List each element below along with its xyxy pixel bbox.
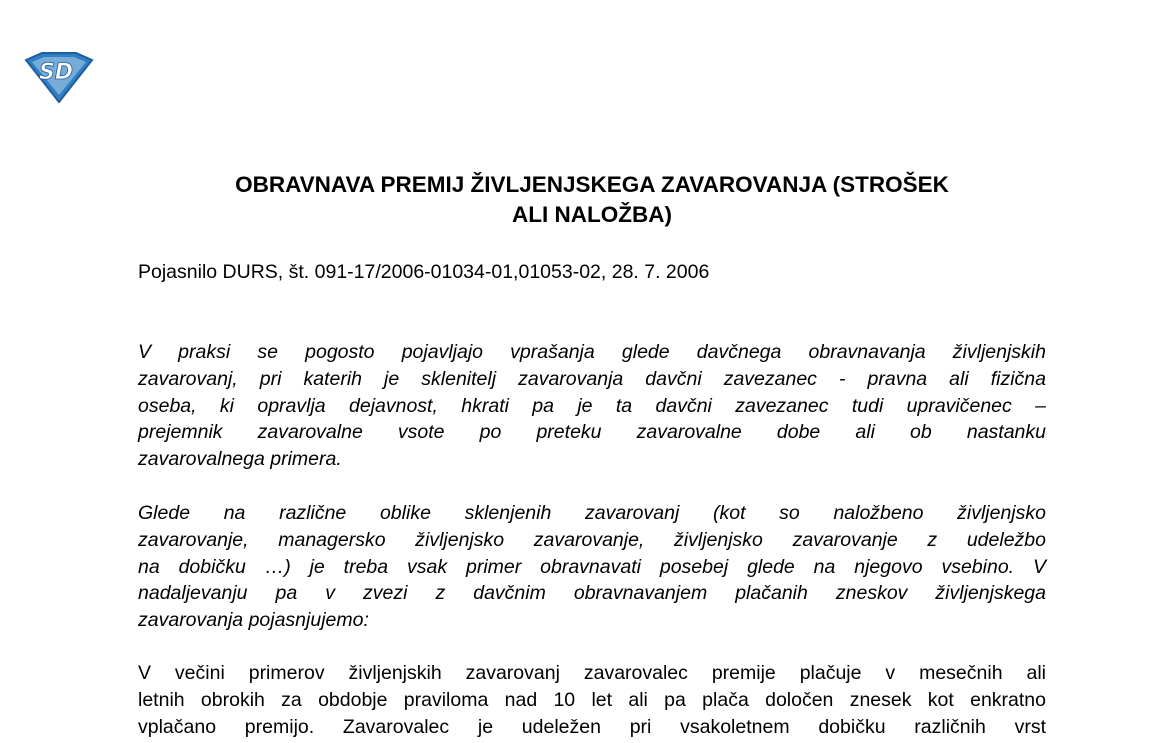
paragraph-line: zavarovanj, pri katerih je sklenitelj zavarovanja davčni zavezanec - pravna ali fizična xyxy=(138,367,1046,390)
title-line: ALI NALOŽBA) xyxy=(512,202,672,227)
paragraph-line: nadaljevanju pa v zvezi z davčnim obravnavanjem plačanih zneskov življenjskega xyxy=(138,582,1046,605)
paragraph-line: oseba, ki opravlja dejavnost, hkrati pa je ta davčni zavezanec tudi upravičenec – xyxy=(138,394,1046,417)
paragraph-line: V večini primerov življenjskih zavarovanj zavarovalec premije plačuje v mesečnih ali xyxy=(138,662,1046,684)
paragraph-line: zavarovanja pojasnjujemo: xyxy=(138,609,369,632)
sd-shield-icon xyxy=(22,50,96,104)
paragraph-line: letnih obrokih za obdobje praviloma nad 10 let ali pa plača določen znesek kot enkratno xyxy=(138,688,1046,711)
paragraph-line: na dobičku …) je treba vsak primer obravnavati posebej glede na njegovo vsebino. V xyxy=(138,555,1046,578)
paragraph-line: Glede na različne oblike sklenjenih zavarovanj (kot so naložbeno življenjsko xyxy=(138,502,1046,524)
paragraph-line: zavarovalnega primera. xyxy=(138,448,342,471)
paragraph-line: prejemnik zavarovalne vsote po preteku zavarovalne dobe ali ob nastanku xyxy=(138,421,1046,444)
paragraph-line: V praksi se pogosto pojavljajo vprašanja glede davčnega obravnavanja življenjskih xyxy=(138,341,1046,363)
paragraph-line: vplačano premijo. Zavarovalec je udeležen pri vsakoletnem dobičku različnih vrst xyxy=(138,715,1046,738)
title-line: OBRAVNAVA PREMIJ ŽIVLJENJSKEGA ZAVAROVANJA (STROŠEK xyxy=(235,172,949,197)
svg-text:SD: SD xyxy=(38,60,74,85)
company-logo xyxy=(22,50,96,104)
paragraph-body xyxy=(138,660,1046,740)
paragraph-context xyxy=(138,500,1046,634)
paragraph-line: zavarovanje, managersko življenjsko zavarovanje, življenjsko zavarovanje z udeležbo xyxy=(138,528,1046,551)
paragraph-intro xyxy=(138,339,1046,473)
reference-line: Pojasnilo DURS, št. 091-17/2006-01034-01,01053-02, 28. 7. 2006 xyxy=(138,261,710,283)
document-title xyxy=(138,170,1046,230)
